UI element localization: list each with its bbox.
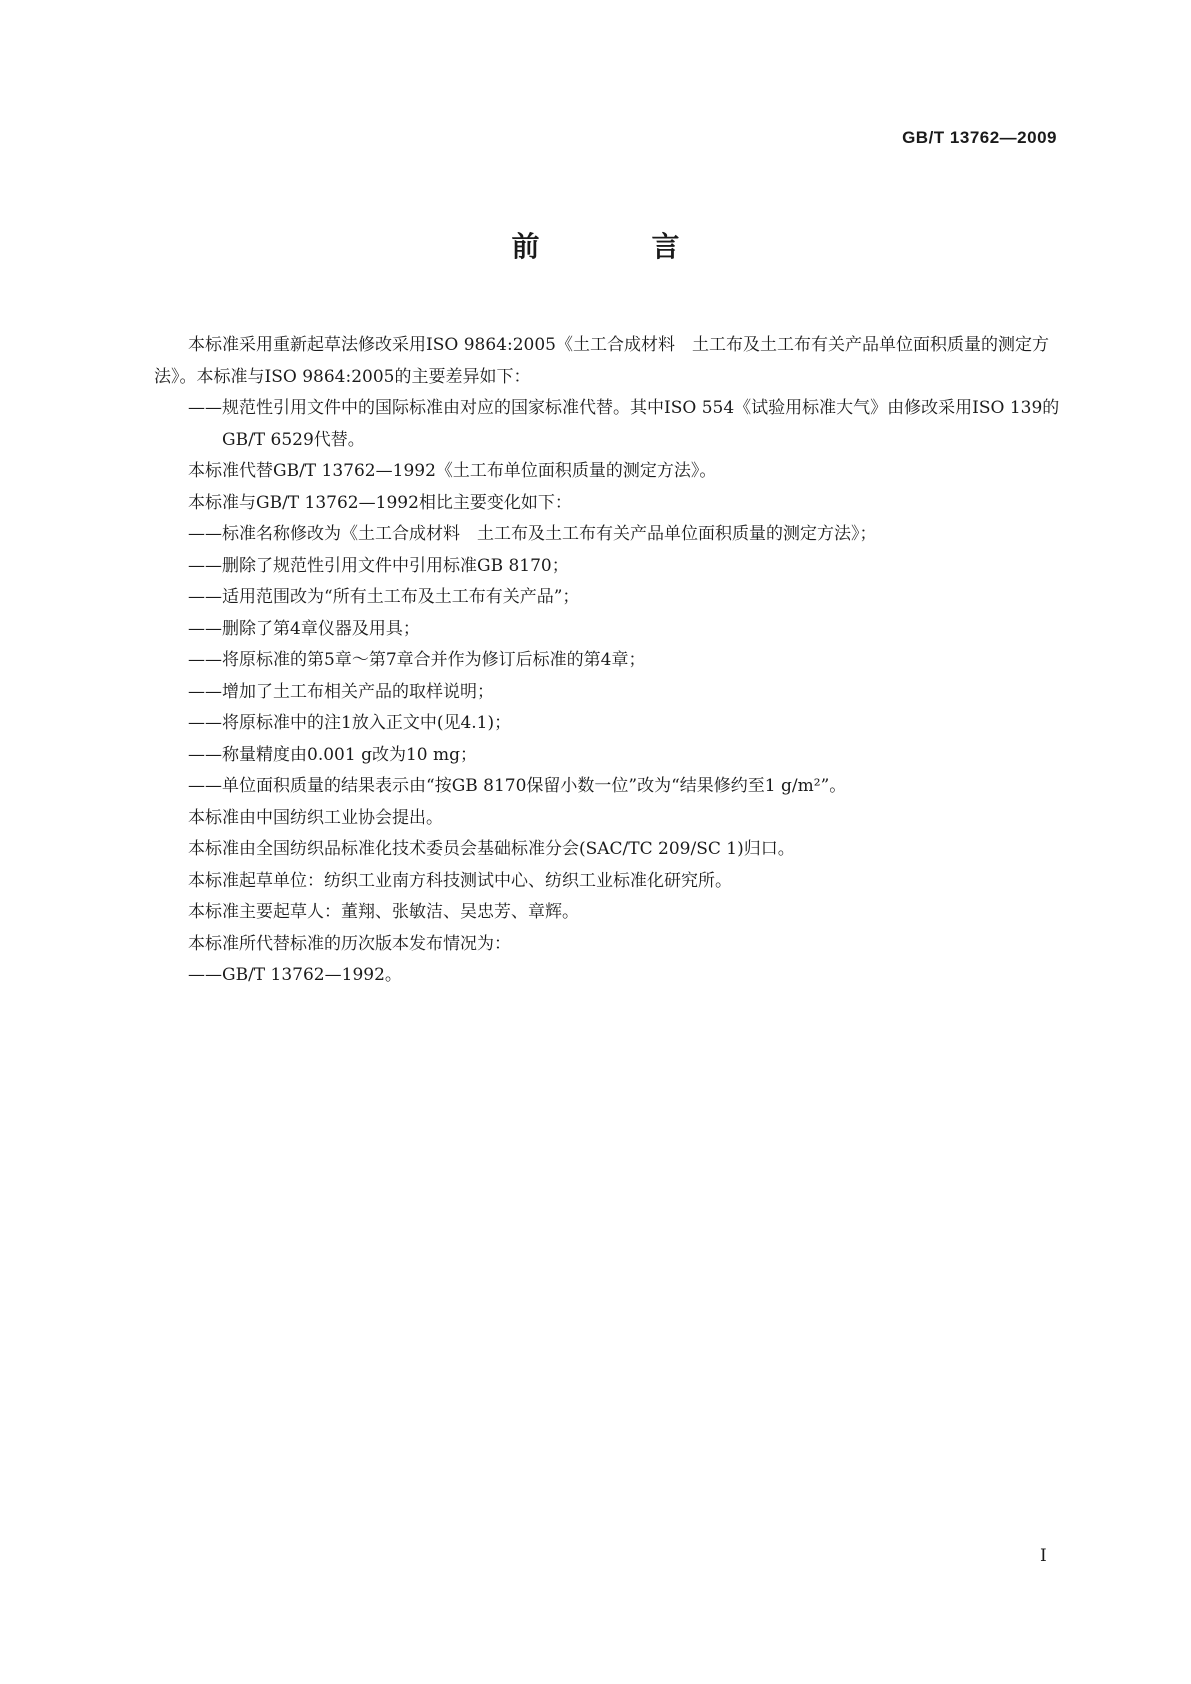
list-item-result-expression: ——单位面积质量的结果表示由“按GB 8170保留小数一位”改为“结果修约至1 g/m²”。	[188, 776, 847, 796]
list-item-reference-replacement: ——规范性引用文件中的国际标准由对应的国家标准代替。其中ISO 554《试验用标准大气》由修改采用ISO 139的GB/T 6529代替。	[188, 398, 1060, 450]
paragraph-drafting-units: 本标准起草单位：纺织工业南方科技测试中心、纺织工业标准化研究所。	[188, 870, 732, 891]
list-item-note-moved: ——将原标准中的注1放入正文中(见4.1)；	[188, 713, 512, 733]
page-title: 前 言	[511, 230, 722, 263]
list-item-sampling-note: ——增加了土工布相关产品的取样说明；	[188, 681, 494, 702]
foreword-body	[154, 330, 1060, 992]
list-item-removed-reference: ——删除了规范性引用文件中引用标准GB 8170；	[188, 555, 569, 576]
list-item-merged-chapters: ——将原标准的第5章～第7章合并作为修订后标准的第4章；	[188, 650, 646, 670]
paragraph-administered-by: 本标准由全国纺织品标准化技术委员会基础标准分会(SAC/TC 209/SC 1)归口。	[188, 839, 795, 859]
paragraph-changes-intro: 本标准与GB/T 13762—1992相比主要变化如下：	[188, 492, 572, 513]
paragraph-supersedes: 本标准代替GB/T 13762—1992《土工布单位面积质量的测定方法》。	[188, 461, 717, 481]
list-item-scope-change: ——适用范围改为“所有土工布及土工布有关产品”；	[188, 587, 580, 607]
list-item-precision-change: ——称量精度由0.001 g改为10 mg；	[188, 744, 477, 765]
paragraph-drafters: 本标准主要起草人：董翔、张敏洁、吴忠芳、章辉。	[188, 902, 579, 922]
list-item-history-version: ——GB/T 13762—1992。	[188, 965, 402, 985]
standard-code: GB/T 13762—2009	[902, 128, 1057, 147]
list-item-name-change: ——标准名称修改为《土工合成材料 土工布及土工布有关产品单位面积质量的测定方法》；	[188, 524, 877, 544]
paragraph-adoption: 本标准采用重新起草法修改采用ISO 9864:2005《土工合成材料 土工布及土工布有关产品单位面积质量的测定方法》。本标准与ISO 9864:2005的主要差异如下：	[154, 335, 1049, 387]
paragraph-proposed-by: 本标准由中国纺织工业协会提出。	[188, 807, 443, 828]
page-number: I	[1040, 1546, 1047, 1566]
list-item-removed-chapter: ——删除了第4章仪器及用具；	[188, 618, 420, 639]
paragraph-history-intro: 本标准所代替标准的历次版本发布情况为：	[188, 933, 511, 954]
